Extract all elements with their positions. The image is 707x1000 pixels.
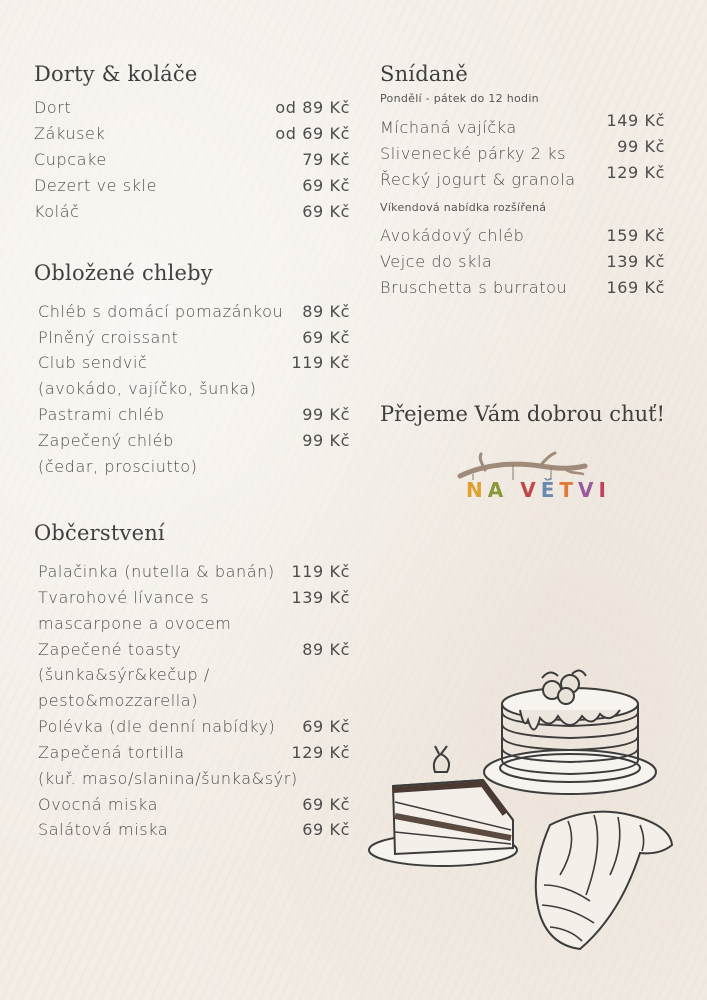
item-price: od 69 Kč xyxy=(275,124,350,143)
item-detail: (šunka&sýr&kečup / xyxy=(38,665,210,684)
cake-slice-icon xyxy=(365,742,525,872)
item-name: Zapečený chléb xyxy=(38,431,174,450)
item-name: Zákusek xyxy=(34,124,106,143)
item-name: Ovocná miska xyxy=(38,795,159,814)
item-price: 69 Kč xyxy=(302,176,350,195)
section-title-obcerstveni: Občerstvení xyxy=(34,521,165,545)
item-price: 99 Kč xyxy=(617,137,665,156)
item-price: 129 Kč xyxy=(606,163,665,182)
item-price: 139 Kč xyxy=(606,252,665,271)
item-detail: mascarpone a ovocem xyxy=(38,614,232,633)
item-price: 119 Kč xyxy=(291,562,350,581)
item-name: Tvarohové lívance s xyxy=(38,588,210,607)
item-name: Vejce do skla xyxy=(380,252,493,271)
item-name: Pastrami chléb xyxy=(38,405,165,424)
item-name: Dezert ve skle xyxy=(34,176,158,195)
item-name: Slivenecké párky 2 ks xyxy=(380,144,567,163)
weekday-note: Pondělí - pátek do 12 hodin xyxy=(380,92,539,105)
wish-text: Přejeme Vám dobrou chuť! xyxy=(380,402,665,426)
item-name: Míchaná vajíčka xyxy=(380,118,517,137)
item-price: 149 Kč xyxy=(606,111,665,130)
item-price: 69 Kč xyxy=(302,202,350,221)
weekend-note: Víkendová nabídka rozšířená xyxy=(380,201,547,214)
section-title-snidane: Snídaně xyxy=(380,62,468,86)
item-price: 69 Kč xyxy=(302,328,350,347)
item-price: 89 Kč xyxy=(302,640,350,659)
logo-text: NA VĚTVI xyxy=(466,478,611,502)
item-name: Polévka (dle denní nabídky) xyxy=(38,717,276,736)
item-name: Palačinka (nutella & banán) xyxy=(38,562,275,581)
item-price: 79 Kč xyxy=(302,150,350,169)
item-price: 129 Kč xyxy=(291,743,350,762)
item-detail: pesto&mozzarella) xyxy=(38,691,199,710)
item-name: Zapečené toasty xyxy=(38,640,182,659)
item-price: 159 Kč xyxy=(606,226,665,245)
item-name: Plněný croissant xyxy=(38,328,179,347)
item-name: Chléb s domácí pomazánkou xyxy=(38,302,284,321)
section-title-oblozene: Obložené chleby xyxy=(34,261,213,285)
item-price: 99 Kč xyxy=(302,431,350,450)
item-name: Řecký jogurt & granola xyxy=(380,170,576,189)
item-price: 169 Kč xyxy=(606,278,665,297)
section-title-dorty: Dorty & koláče xyxy=(34,62,198,86)
item-price: 69 Kč xyxy=(302,795,350,814)
item-price: 119 Kč xyxy=(291,353,350,372)
item-name: Avokádový chléb xyxy=(380,226,525,245)
item-price: od 89 Kč xyxy=(275,98,350,117)
item-name: Bruschetta s burratou xyxy=(380,278,568,297)
item-price: 69 Kč xyxy=(302,717,350,736)
item-detail: (kuř. maso/slanina/šunka&sýr) xyxy=(38,769,298,788)
item-price: 69 Kč xyxy=(302,820,350,839)
item-name: Salátová miska xyxy=(38,820,169,839)
item-price: 89 Kč xyxy=(302,302,350,321)
item-detail: (avokádo, vajíčko, šunka) xyxy=(38,379,257,398)
item-name: Zapečená tortilla xyxy=(38,743,185,762)
item-name: Dort xyxy=(34,98,72,117)
item-price: 139 Kč xyxy=(291,588,350,607)
item-detail: (čedar, prosciutto) xyxy=(38,457,198,476)
item-name: Club sendvič xyxy=(38,353,148,372)
croissant-icon xyxy=(520,805,680,955)
item-price: 99 Kč xyxy=(302,405,350,424)
item-name: Koláč xyxy=(34,202,80,221)
item-name: Cupcake xyxy=(34,150,107,169)
